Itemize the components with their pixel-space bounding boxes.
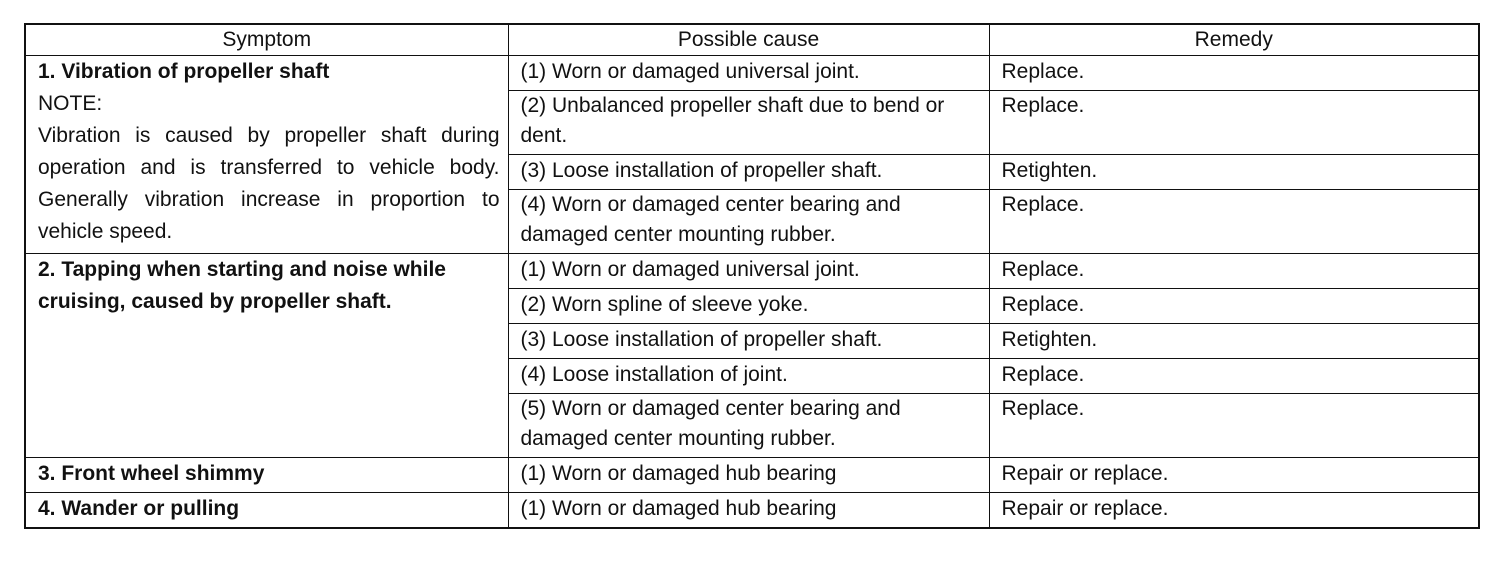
cause-cell: (2) Unbalanced propeller shaft due to bend or dent. bbox=[508, 91, 989, 155]
header-possible-cause: Possible cause bbox=[508, 24, 989, 56]
symptom-cell-4 bbox=[25, 493, 508, 529]
cause-cell: (1) Worn or damaged universal joint. bbox=[508, 56, 989, 91]
header-remedy: Remedy bbox=[989, 24, 1479, 56]
cause-cell: (3) Loose installation of propeller shaft. bbox=[508, 155, 989, 190]
note-label: NOTE: bbox=[38, 92, 103, 115]
remedy-cell: Replace. bbox=[989, 190, 1479, 254]
symptom-title: 3. Front wheel shimmy bbox=[38, 462, 265, 485]
cause-cell: (4) Worn or damaged center bearing and damaged center mounting rubber. bbox=[508, 190, 989, 254]
table-row bbox=[25, 254, 1479, 289]
cause-cell: (1) Worn or damaged hub bearing bbox=[508, 493, 989, 529]
symptom-cell-2 bbox=[25, 254, 508, 458]
symptom-cell-1 bbox=[25, 56, 508, 254]
table-row bbox=[25, 458, 1479, 493]
symptom-title: 4. Wander or pulling bbox=[38, 497, 240, 520]
remedy-cell: Replace. bbox=[989, 56, 1479, 91]
cause-cell: (2) Worn spline of sleeve yoke. bbox=[508, 289, 989, 324]
cause-cell: (3) Loose installation of propeller shaft. bbox=[508, 324, 989, 359]
remedy-cell: Retighten. bbox=[989, 155, 1479, 190]
header-symptom: Symptom bbox=[25, 24, 508, 56]
cause-cell: (4) Loose installation of joint. bbox=[508, 359, 989, 394]
remedy-cell: Retighten. bbox=[989, 324, 1479, 359]
remedy-cell: Replace. bbox=[989, 254, 1479, 289]
remedy-cell: Replace. bbox=[989, 91, 1479, 155]
cause-cell: (1) Worn or damaged universal joint. bbox=[508, 254, 989, 289]
note-text: Vibration is caused by propeller shaft during operation and is transferred to vehicle body. Generally vibration increase in proportion to vehicle speed. bbox=[38, 124, 500, 243]
cause-cell: (5) Worn or damaged center bearing and damaged center mounting rubber. bbox=[508, 394, 989, 458]
table-row bbox=[25, 493, 1479, 529]
remedy-cell: Replace. bbox=[989, 394, 1479, 458]
remedy-cell: Repair or replace. bbox=[989, 493, 1479, 529]
symptom-cell-3 bbox=[25, 458, 508, 493]
header-row bbox=[25, 24, 1479, 56]
remedy-cell: Repair or replace. bbox=[989, 458, 1479, 493]
remedy-cell: Replace. bbox=[989, 289, 1479, 324]
symptom-title: 1. Vibration of propeller shaft bbox=[38, 60, 330, 83]
symptom-title: 2. Tapping when starting and noise while cruising, caused by propeller shaft. bbox=[38, 258, 446, 313]
troubleshooting-table bbox=[24, 23, 1480, 529]
remedy-cell: Replace. bbox=[989, 359, 1479, 394]
table-row bbox=[25, 56, 1479, 91]
cause-cell: (1) Worn or damaged hub bearing bbox=[508, 458, 989, 493]
